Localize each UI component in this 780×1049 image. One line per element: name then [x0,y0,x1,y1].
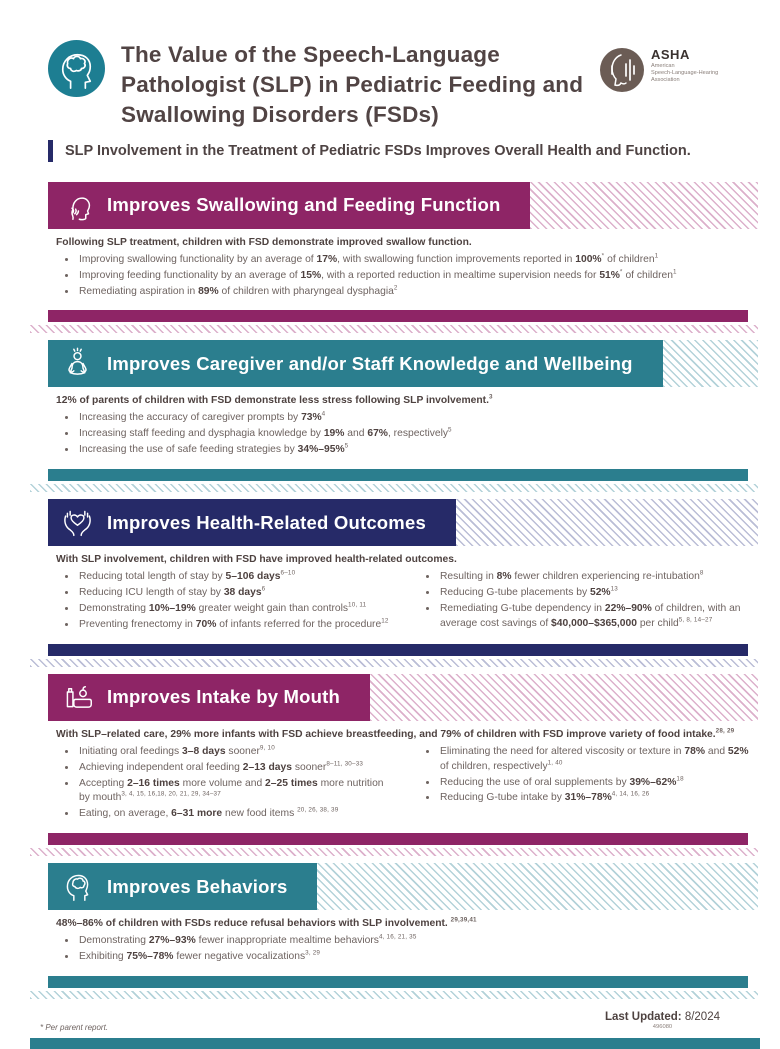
section-banner-hatch [456,499,758,546]
bullet-list [56,570,389,633]
bullet-list [56,253,750,300]
bullet-item [77,807,389,822]
body-text: Increasing the accuracy of caregiver prompts by [79,412,302,424]
stat-value: 6–31 more [171,808,223,820]
reference-superscript: 4, 14, 16, 26 [611,791,650,799]
stat-value: 73% [301,412,322,424]
section-columns [56,745,750,824]
section-bottom-hatch [30,848,758,856]
body-text: Reducing the use of oral supplements by [440,776,630,788]
column [56,934,750,966]
slp-brain-head-icon [48,40,105,102]
stat-value: 89% [198,285,219,297]
reference-superscript: 1 [672,268,677,276]
body-text: of children [604,253,655,265]
section-title: Improves Intake by Mouth [107,686,341,708]
doc-number: 496080 [652,1024,673,1031]
section-bottom-bar [48,644,748,656]
stat-value: 2–25 times [265,777,318,789]
bullet-item [77,586,389,601]
bullet-item [77,285,750,300]
body-text: Reducing G-tube placements by [440,586,590,598]
body-text: greater weight gain than controls [195,602,349,614]
section-columns [56,570,750,634]
stat-value: 70% [195,618,217,630]
bullet-item [77,602,389,617]
body-text: sooner [291,761,327,773]
section-banner-solid [48,340,663,387]
body-text: Eliminating the need for altered viscosity or texture in [440,745,685,757]
body-text: of children, respectively [440,760,548,772]
body-text: Eating, on average, [79,808,172,820]
stat-value: 31%–78% [564,792,612,804]
body-text: Preventing frenectomy in [79,618,196,630]
stat-value: 8% [496,571,512,583]
footer-accent-bar [30,1038,760,1049]
body-text: fewer children experiencing re-intubation [511,571,700,583]
reference-superscript: 5, 8, 14–27 [678,616,713,624]
body-text: Improving swallowing functionality by an average of [79,253,317,265]
body-text: Resulting in [440,571,497,583]
infographic-section [48,863,758,999]
reference-superscript: 1 [654,252,659,260]
bullet-item [77,745,389,760]
section-bottom-bar [48,833,748,845]
bullet-list [417,570,750,632]
section-columns [56,253,750,301]
column [417,570,750,634]
body-text: and [344,428,368,440]
footnote: * Per parent report. [40,1023,109,1033]
food-icon [61,681,94,714]
stat-value: 3–8 days [182,745,226,757]
stat-value: 52% [589,586,611,598]
section-banner [48,499,758,546]
page-footer [40,1011,758,1032]
page-subtitle: SLP Involvement in the Treatment of Pediatric FSDs Improves Overall Health and Function. [48,140,758,162]
bullet-item [77,950,750,965]
bullet-item [438,586,750,601]
stat-value: 2–16 times [127,777,180,789]
stat-value: 5–106 days [225,571,281,583]
section-lead [56,236,750,251]
reference-superscript: 29,39,41 [450,916,477,924]
body-text: Remediating aspiration in [79,285,199,297]
section-banner-solid [48,499,456,546]
body-text: Reducing ICU length of stay by [79,586,224,598]
asha-logo [600,48,758,97]
column [56,411,750,459]
section-lead [56,394,750,409]
reference-superscript: 8–11, 30–33 [326,760,364,768]
body-text: and [705,745,728,757]
reference-superscript: 3, 4, 15, 16,18, 20, 21, 29, 34–37 [121,791,221,799]
stat-value: 38 days [223,586,262,598]
section-banner [48,182,758,229]
body-text: Demonstrating [79,935,149,947]
bullet-list [56,745,389,823]
section-title: Improves Behaviors [107,875,288,897]
reference-superscript: * [601,252,605,260]
infographic-section [48,182,758,334]
section-bottom-bar [48,976,748,988]
stat-value: 48%–86% of children with FSDs reduce refusal behaviors with SLP involvement. [56,918,451,930]
body-text: of children, with an average cost savings of [440,602,741,629]
section-body [48,546,758,639]
bullet-item [77,411,750,426]
body-text: of infants referred for the procedure [216,618,382,630]
bullet-item [77,269,750,284]
reference-superscript: 28, 29 [715,727,735,735]
bullet-item [438,570,750,585]
body-text: Reducing G-tube intake by [440,792,565,804]
reference-superscript: * [619,268,623,276]
body-text: fewer inappropriate mealtime behaviors [195,935,379,947]
stat-value: 12% of parents of children with FSD demonstrate less stress following SLP involvement. [56,395,489,407]
section-body [48,910,758,971]
section-bottom-hatch [30,991,758,999]
stat-value: 34%–95% [297,444,345,456]
bullet-item [77,761,389,776]
column [56,253,750,301]
section-banner-hatch [530,182,758,229]
body-text: more volume and [179,777,266,789]
body-text: of children with pharyngeal dysphagia [218,285,394,297]
page-header [48,40,758,130]
reference-superscript: 4, 16, 21, 35 [378,933,417,941]
reference-superscript: 5 [448,426,452,434]
reference-superscript: 3, 29 [305,949,321,957]
section-lead [56,553,750,568]
body-text: Reducing total length of stay by [79,571,226,583]
last-updated-value: 8/2024 [684,1011,720,1024]
section-title: Improves Health-Related Outcomes [107,511,426,533]
bullet-item [77,443,750,458]
bullet-item [438,602,750,632]
column [417,745,750,824]
bullet-item [77,570,389,585]
page-title: The Value of the Speech-Language Pathologist (SLP) in Pediatric Feeding and Swallowing Disorders (FSDs) [121,42,584,127]
stat-value: $40,000–$365,000 [551,617,637,629]
brain-head-icon [61,870,94,903]
stat-value: 39%–62% [629,776,677,788]
stat-value: 78% [684,745,705,757]
section-lead [56,728,750,743]
section-banner-solid [48,182,530,229]
body-text: , respectively [387,428,449,440]
stat-value: 67% [367,428,388,440]
bullet-item [77,253,750,268]
section-banner-solid [48,863,317,910]
body-text: Achieving independent oral feeding [79,761,243,773]
section-body [48,721,758,829]
stat-value: 17% [316,253,338,265]
reference-superscript: 2 [393,284,398,292]
infographic-section [48,499,758,667]
bullet-item [438,776,750,791]
body-text: , with swallowing function improvements reported in [337,253,576,265]
section-banner-hatch [317,863,758,910]
reference-superscript: 5 [344,442,349,450]
section-bottom-hatch [30,659,758,667]
body-text: of children [622,269,673,281]
body-text: Initiating oral feedings [79,745,183,757]
body-text: , with a reported reduction in mealtime supervision needs for [321,269,600,281]
infographic-section [48,340,758,492]
section-lead [56,917,750,932]
asha-name: ASHA [651,47,690,62]
body-text: Exhibiting [79,951,127,963]
body-text: Accepting [79,777,128,789]
stat-value: 75%–78% [126,951,174,963]
section-banner-hatch [370,674,758,721]
stat-value: 15% [300,269,322,281]
section-banner [48,863,758,910]
reference-superscript: 10, 11 [348,601,367,609]
reference-superscript: 9, 10 [259,744,275,752]
section-title: Improves Swallowing and Feeding Function [107,194,501,216]
asha-text [651,48,718,84]
bullet-list [56,934,750,965]
asha-sub-line-1: American [651,62,675,69]
body-text: Remediating G-tube dependency in [440,602,605,614]
reference-superscript: 6 [261,585,266,593]
section-bottom-bar [48,469,748,481]
stat-value: 22%–90% [604,602,652,614]
section-banner [48,674,758,721]
stat-value: 10%–19% [148,602,196,614]
asha-sub-line-2: Speech-Language-Hearing [651,69,719,76]
reference-superscript: 3 [488,394,493,402]
stat-value: 27%–93% [148,935,196,947]
bullet-item [77,934,750,949]
section-banner [48,340,758,387]
stat-value: 2–13 days [242,761,292,773]
bullet-item [438,745,750,775]
body-text: sooner [225,745,260,757]
caregiver-icon [61,347,94,380]
reference-superscript: 12 [381,617,389,625]
body-text: fewer negative vocalizations [173,951,306,963]
body-text: Improving feeding functionality by an average of [79,269,301,281]
stat-value: Following SLP treatment, children with FSD demonstrate improved swallow function. [56,236,472,248]
stat-value: 51% [599,269,620,281]
section-bottom-hatch [30,484,758,492]
stat-value: 19% [323,428,345,440]
section-title: Improves Caregiver and/or Staff Knowledge and Wellbeing [107,352,633,374]
section-body [48,387,758,464]
column [56,570,389,634]
body-text: more nutrition by mouth [79,777,384,804]
section-bottom-bar [48,310,748,322]
reference-superscript: 13 [610,585,618,593]
body-text: new food items [222,808,298,820]
asha-logo-icon [600,48,644,97]
bullet-item [77,777,389,807]
section-bottom-hatch [30,325,758,333]
sections [0,182,780,999]
body-text: per child [636,617,679,629]
throat-icon [61,189,94,222]
reference-superscript: 18 [676,775,684,783]
reference-superscript: 8 [699,569,704,577]
body-text: Demonstrating [79,602,149,614]
reference-superscript: 6–10 [280,569,296,577]
stat-value: 100% [575,253,602,265]
infographic-section [48,674,758,857]
section-banner-hatch [663,340,758,387]
last-updated [605,1011,720,1030]
section-banner-solid [48,674,370,721]
stat-value: 52% [727,745,749,757]
bullet-list [56,411,750,458]
asha-sub-line-3: Association [651,76,680,83]
stat-value: With SLP–related care, 29% more infants with FSD achieve breastfeeding, and 79% of children with FSD improve variety of food intake. [56,728,716,740]
body-text: Increasing the use of safe feeding strategies by [79,444,298,456]
reference-superscript: 20, 26, 38, 39 [297,806,339,814]
reference-superscript: 1, 40 [547,759,563,767]
bullet-item [77,618,389,633]
stat-value: With SLP involvement, children with FSD have improved health-related outcomes. [56,554,457,566]
reference-superscript: 4 [321,410,326,418]
body-text: Increasing staff feeding and dysphagia knowledge by [79,428,324,440]
section-columns [56,934,750,966]
bullet-list [417,745,750,807]
last-updated-label: Last Updated: [604,1011,682,1024]
section-columns [56,411,750,459]
bullet-item [438,791,750,806]
bullet-item [77,427,750,442]
section-body [48,229,758,306]
column [56,745,389,824]
hands-heart-icon [61,506,94,539]
